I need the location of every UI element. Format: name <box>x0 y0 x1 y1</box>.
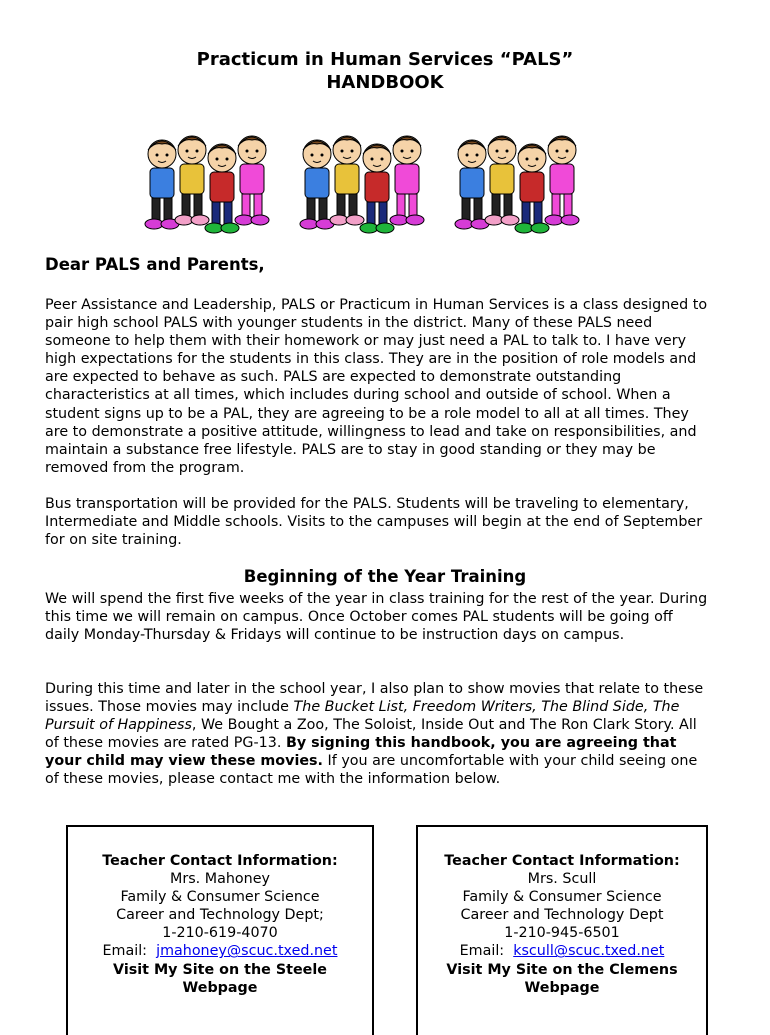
department-line-2: Career and Technology Dept; <box>116 907 324 924</box>
contact-box-mahoney <box>66 825 374 1035</box>
title-line-1: Practicum in Human Services “PALS” <box>196 49 574 70</box>
site-line-1: Visit My Site on the Steele <box>113 961 327 978</box>
site-line-1: Visit My Site on the Clemens <box>446 961 678 978</box>
department-line-2: Career and Technology Dept <box>460 907 664 924</box>
movies-more-text: , We Bought a Zoo, The Soloist, Inside Out and The Ron Clark Story. All of these movies are rated PG-13. <box>45 717 697 752</box>
title-line-2: HANDBOOK <box>326 72 444 93</box>
email-link[interactable]: kscull@scuc.txed.net <box>513 943 665 960</box>
training-paragraph-1: We will spend the first five weeks of the year in class training for the rest of the year. During this time we will remain on campus. Once October comes PAL students will be going off daily Monday-Thursday & Fridays will continue to be instruction days on campus. <box>45 591 708 644</box>
movies-intro-text: During this time and later in the school year, I also plan to show movies that relate to these issues. Those movies may include <box>45 681 704 716</box>
department-line-1: Family & Consumer Science <box>120 889 320 906</box>
section-heading: Beginning of the Year Training <box>243 567 527 586</box>
email-label: Email: <box>102 943 157 960</box>
intro-paragraph-2: Bus transportation will be provided for the PALS. Students will be traveling to elementary, Intermediate and Middle schools. Visits to the campuses will begin at the end of September for on site training. <box>45 496 703 549</box>
training-paragraph-2 <box>45 680 710 789</box>
greeting: Dear PALS and Parents, <box>45 255 265 274</box>
email-link[interactable]: jmahoney@scuc.txed.net <box>156 943 338 960</box>
department-line-1: Family & Consumer Science <box>462 889 662 906</box>
intro-paragraph-1: Peer Assistance and Leadership, PALS or Practicum in Human Services is a class designed to pair high school PALS with younger students in the district. Many of these PALS need someone to help them with their homework or may just need a PAL to talk to. I have very high expectations for the students in this class. They are in the position of role models and are expected to behave as such. PALS are expected to demonstrate outstanding characteristics at all times, which includes during school and outside of school. When a student signs up to be a PAL, they are agreeing to be a role model to all at all times. They are to demonstrate a positive attitude, willingness to lead and take on responsibilities, and maintain a substance free lifestyle. PALS are to stay in good standing or they may be removed from the program. <box>45 297 708 476</box>
contact-prompt-text: If you are uncomfortable with your child seeing one of these movies, please contact me with the information below. <box>45 753 698 788</box>
email-label: Email: <box>459 943 514 960</box>
contact-heading: Teacher Contact Information: <box>102 853 338 869</box>
contact-box-scull <box>416 825 708 1035</box>
phone-number: 1-210-619-4070 <box>162 925 278 942</box>
site-line-2: Webpage <box>524 979 600 996</box>
contact-heading: Teacher Contact Information: <box>444 853 680 869</box>
kids-clipart <box>140 118 610 236</box>
phone-number: 1-210-945-6501 <box>504 925 620 942</box>
email-line <box>68 942 372 960</box>
site-line-2: Webpage <box>182 979 258 996</box>
teacher-name: Mrs. Mahoney <box>170 871 270 888</box>
teacher-name: Mrs. Scull <box>527 871 597 888</box>
page-title <box>0 48 770 94</box>
consent-statement: By signing this handbook, you are agreeing that your child may view these movies. <box>45 735 677 770</box>
email-line <box>418 942 706 960</box>
movie-titles-italic: The Bucket List, Freedom Writers, The Blind Side, The Pursuit of Happiness <box>45 699 680 734</box>
